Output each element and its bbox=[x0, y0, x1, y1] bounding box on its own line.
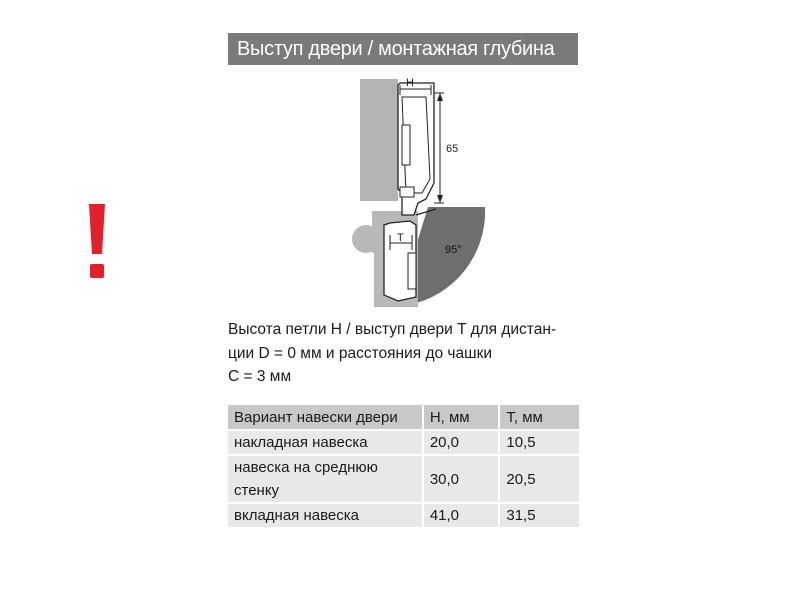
description-text bbox=[228, 318, 588, 389]
table-row bbox=[228, 503, 579, 527]
cell-variant bbox=[228, 455, 423, 503]
cell-t: 10,5 bbox=[499, 430, 579, 455]
header-t: T, мм bbox=[499, 405, 579, 430]
header-variant: Вариант навески двери bbox=[228, 405, 423, 430]
cell-variant-line: навеска на среднюю bbox=[234, 459, 378, 476]
description-line: ции D = 0 мм и расстояния до чашки bbox=[228, 344, 493, 362]
cell-variant: накладная навеска bbox=[228, 430, 423, 455]
section-title: Выступ двери / монтажная глубина bbox=[228, 33, 578, 65]
hinge-diagram bbox=[340, 75, 500, 310]
label-h: H bbox=[406, 77, 414, 89]
dimensions-table bbox=[228, 405, 579, 527]
cell-h: 20,0 bbox=[423, 430, 500, 455]
warning-exclamation-icon bbox=[86, 202, 108, 280]
label-t: T bbox=[397, 232, 404, 244]
description-line: C = 3 мм bbox=[228, 368, 292, 385]
description-line: Высота петли H / выступ двери T для дистан- bbox=[228, 321, 557, 338]
cell-variant-line: стенку bbox=[234, 482, 280, 499]
cell-variant: вкладная навеска bbox=[228, 503, 423, 527]
label-65: 65 bbox=[446, 143, 459, 155]
table-row bbox=[228, 430, 579, 455]
label-angle: 95° bbox=[445, 244, 462, 256]
cell-h: 30,0 bbox=[423, 455, 500, 503]
table-row bbox=[228, 455, 579, 503]
cell-h: 41,0 bbox=[423, 503, 500, 527]
header-h: H, мм bbox=[423, 405, 500, 430]
table-header-row bbox=[228, 405, 579, 430]
cell-t: 20,5 bbox=[499, 455, 579, 503]
cell-t: 31,5 bbox=[499, 503, 579, 527]
